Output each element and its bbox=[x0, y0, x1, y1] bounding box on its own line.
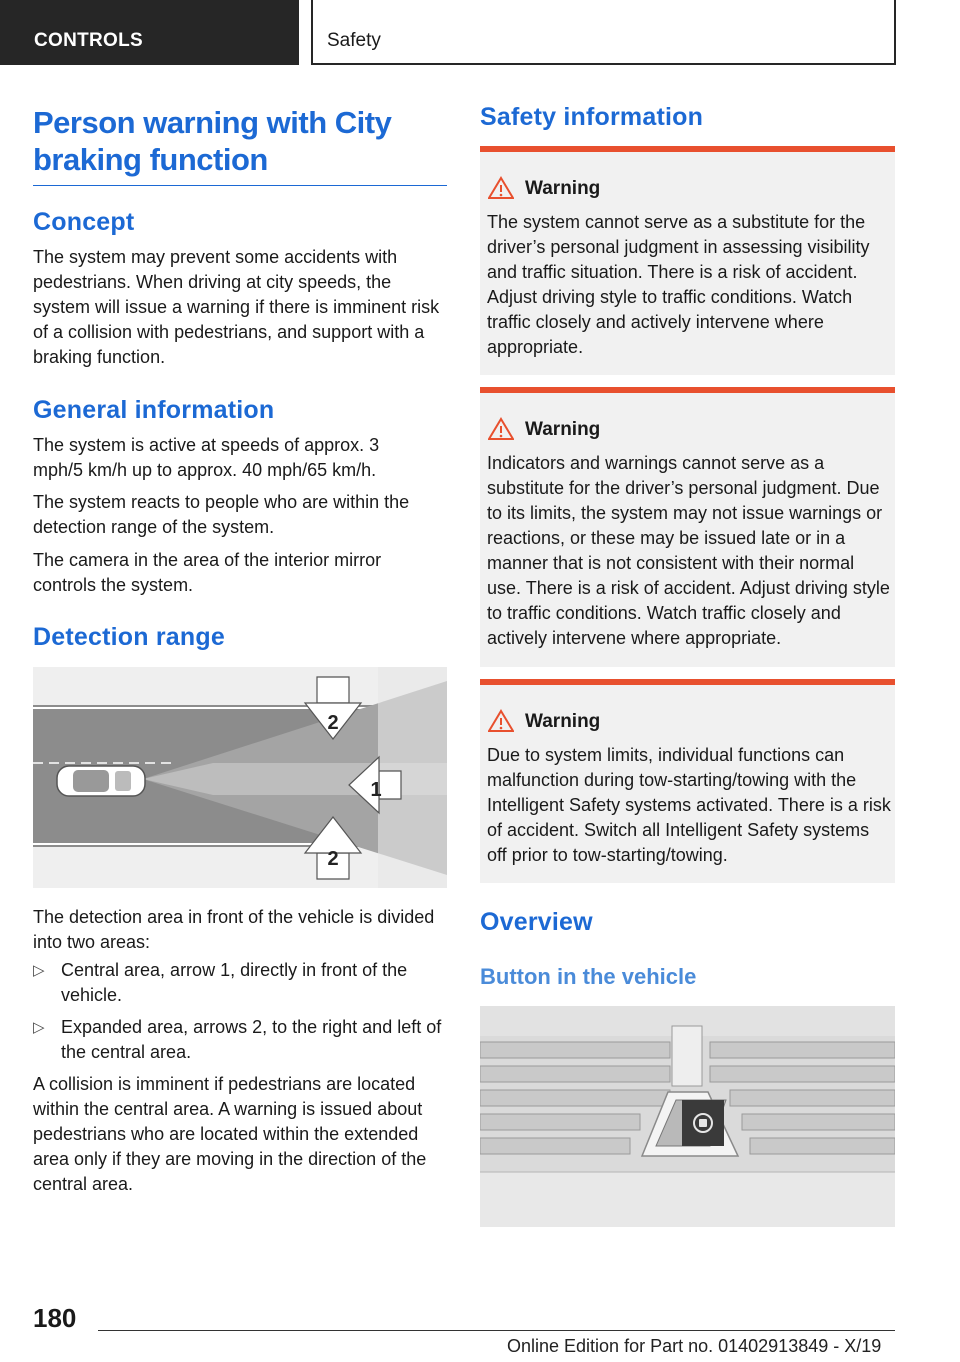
triangle-bullet-icon: ▷ bbox=[33, 1019, 45, 1036]
warning-label: Warning bbox=[525, 711, 601, 732]
detection-range-figure bbox=[33, 667, 447, 888]
warning-box bbox=[480, 679, 895, 883]
overview-heading: Overview bbox=[480, 908, 593, 936]
warning-triangle-icon bbox=[488, 417, 514, 441]
page-title: Person warning with City braking function bbox=[33, 104, 447, 186]
detection-intro: The detection area in front of the vehicle is divided into two areas: bbox=[33, 907, 435, 952]
concept-heading: Concept bbox=[33, 208, 135, 236]
triangle-bullet-icon: ▷ bbox=[33, 962, 45, 979]
car-icon bbox=[57, 766, 145, 796]
footer-edition: Online Edition for Part no. 01402913849 - X/19 bbox=[507, 1336, 882, 1356]
button-illustration bbox=[480, 1006, 895, 1227]
detection-range-illustration bbox=[33, 667, 447, 888]
warning-box bbox=[480, 387, 895, 667]
chapter-title: CONTROLS bbox=[34, 30, 144, 51]
list-item: ▷ Central area, arrow 1, directly in front of the vehicle. bbox=[33, 960, 408, 1005]
general-text-1: The system is active at speeds of approx. 3 mph/5 km/h up to approx. 40 mph/65 km/h. bbox=[33, 435, 380, 480]
safety-heading: Safety information bbox=[480, 103, 704, 131]
arrow-label-bottom: 2 bbox=[327, 848, 339, 870]
detection-heading: Detection range bbox=[33, 623, 225, 651]
general-heading: General information bbox=[33, 396, 275, 424]
warning-triangle-icon bbox=[488, 176, 514, 200]
warning-label: Warning bbox=[525, 178, 601, 199]
chapter-tab bbox=[0, 0, 299, 65]
page-number: 180 bbox=[33, 1303, 77, 1333]
detection-outro: A collision is imminent if pedestrians are located within the central area. A warning is issued about pedestrians who are located within the extended area only if they are moving in the direction of the central area. bbox=[33, 1074, 427, 1194]
warning-box bbox=[480, 146, 895, 375]
section-tab bbox=[311, 0, 896, 65]
button-figure bbox=[480, 1006, 895, 1227]
footer-divider bbox=[98, 1330, 895, 1331]
section-title: Safety bbox=[327, 30, 381, 51]
general-text-3: The camera in the area of the interior mirror controls the system. bbox=[33, 550, 382, 595]
warning-text: Indicators and warnings cannot serve as a substitute for the driver’s personal judgment. Due to its limits, the system may not issue warnings or reactions, or these may be issued late or in a manner that is not consistent with their normal use. There is a risk of accident. Adjust driving style to traffic conditions. Watch traffic closely and actively intervene where appropriate. bbox=[487, 453, 890, 648]
list-item: ▷ Expanded area, arrows 2, to the right and left of the central area. bbox=[33, 1017, 442, 1062]
general-text-2: The system reacts to people who are within the detection range of the system. bbox=[33, 492, 410, 537]
concept-text: The system may prevent some accidents with pedestrians. When driving at city speeds, the system will issue a warning if there is imminent risk of a collision with pedestrians, and support with a braking function. bbox=[33, 247, 440, 367]
warning-text: Due to system limits, individual functions can malfunction during tow-starting/towing with the Intelligent Safety systems activated. There is a risk of accident. Switch all Intelligent Safety systems off prior to tow-starting/towing. bbox=[487, 745, 891, 865]
warning-text: The system cannot serve as a substitute for the driver’s personal judgment in assessing visibility and traffic situation. There is a risk of accident. Adjust driving style to traffic conditions. Watch traffic closely and actively intervene where appropriate. bbox=[487, 212, 870, 357]
arrow-label-center: 1 bbox=[370, 779, 382, 801]
warning-label: Warning bbox=[525, 419, 601, 440]
warning-triangle-icon bbox=[488, 709, 514, 733]
button-heading: Button in the vehicle bbox=[480, 964, 697, 989]
arrow-label-top: 2 bbox=[327, 712, 339, 734]
